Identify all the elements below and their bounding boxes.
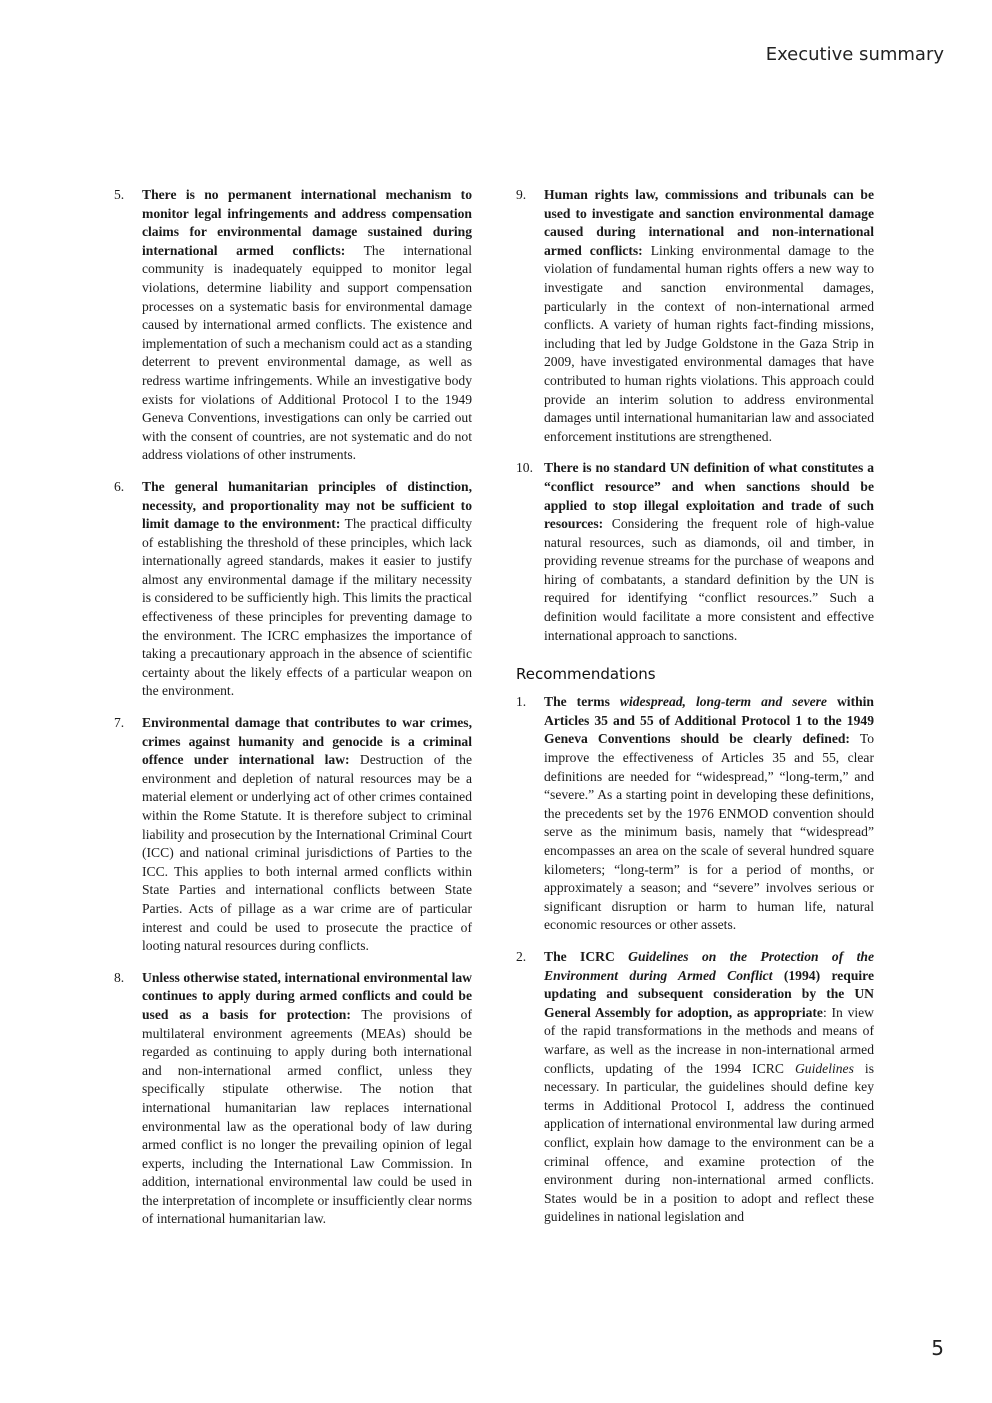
item-number: 8. <box>114 969 125 985</box>
item-lead: Environmental damage that contributes to war crimes, crimes against humanity and genocide is a criminal offence under international law: <box>142 715 472 768</box>
list-item <box>114 478 472 701</box>
item-body: To improve the effectiveness of Articles 35 and 55, clear definitions are needed for “widespread,” “long-term,” and “severe.” As a starting point in developing these definitions, the precedents set by the 1976 ENMOD convention should serve as the minimum basis, namely that “widespread” encompasses an area on the scale of several hundred square kilometers; “long-term” is for a period of months, or approximately a season; and “severe” involves serious or significant disruption or harm to human life, natural economic resources or other assets. <box>544 731 874 933</box>
body-italic-text: Guidelines <box>794 1060 854 1076</box>
item-body: The provisions of multilateral environment agreements (MEAs) should be regarded as continuing to apply during both international and non-international armed conflict, unless they specifically stipulate otherwise. The notion that international humanitarian law replaces international environmental law as the operational body of law during armed conflict is no longer the prevailing opinion of legal experts, including the International Law Commission. In addition, international environmental law could be used in the interpretation of incomplete or insufficiently clear norms of international humanitarian law. <box>142 1006 472 1227</box>
item-lead: Unless otherwise stated, international environmental law continues to apply during armed conflicts and could be used as a basis for protection: <box>142 969 472 1022</box>
lead-italic-text: widespread, long-term and severe <box>619 694 827 710</box>
body-text: is necessary. In particular, the guidelines should define key terms in Additional Protocol I, address the continued application of international environmental law during armed conflict, explain how damage to the environment can be a criminal offence, and examine protection of the environment during non-international armed conflicts. States would be in a position to adopt and reflect these guidelines in national legislation and <box>544 1060 874 1225</box>
item-number: 7. <box>114 715 125 731</box>
item-number: 10. <box>516 460 533 476</box>
item-number: 9. <box>516 187 527 202</box>
item-number: 1. <box>516 694 527 710</box>
lead-text: (1994) require updating and subsequent consideration by the UN General Assembly for adoption, as appropriate <box>544 967 874 1020</box>
item-number: 5. <box>114 187 125 202</box>
item-lead <box>544 694 874 746</box>
item-number: 6. <box>114 478 125 494</box>
page-number: 5 <box>931 1336 944 1360</box>
lead-text: The terms <box>544 694 620 710</box>
item-lead: There is no standard UN definition of what constitutes a “conflict resource” and when sanctions should be applied to stop illegal exploitation and trade of such resources: <box>544 460 874 532</box>
running-header: Executive summary <box>765 44 944 65</box>
recommendation-item <box>516 948 874 1227</box>
item-number: 2. <box>516 948 527 964</box>
item-body: Linking environmental damage to the violation of fundamental human rights offers a new way to investigate and sanction environmental damages, particularly in the context of non-international armed conflicts. A variety of human rights fact-finding missions, including that led by Judge Goldstone in the Gaza Strip in 2009, have investigated environmental damages that have contributed to human rights violations. This approach could provide an interim solution to address environmental damages until international humanitarian law and associated enforcement institutions are strengthened. <box>544 242 874 444</box>
right-column <box>516 186 874 1240</box>
recommendations-heading: Recommendations <box>516 665 656 684</box>
left-column <box>114 186 472 1242</box>
lead-text: The ICRC <box>544 948 629 964</box>
item-lead: The general humanitarian principles of distinction, necessity, and proportionality may not be sufficient to limit damage to the environment: <box>142 478 472 532</box>
item-body: Destruction of the environment and depletion of natural resources may be a material element or underlying act of other crimes contained within the Rome Statute. It is therefore subject to criminal liability and prosecution by the International Criminal Court (ICC) and national criminal jurisdictions of Parties to the ICC. This applies to both internal armed conflicts within State Parties and international conflicts between State Parties. Acts of pillage as a war crime are of particular interest and could be used to prosecute the practice of looting natural resources during conflicts. <box>142 752 472 954</box>
item-body: Considering the frequent role of high-value natural resources, such as diamonds, oil and timber, in providing revenue streams for the purchase of weapons and hiring of combatants, a standard definition by the UN is required for identifying “conflict resources.” Such a definition would facilitate a more consistent and effective international approach to sanctions. <box>544 516 874 643</box>
lead-italic-text: Guidelines on the Protection of the Environment during Armed Conflict <box>544 948 875 983</box>
item-body: The international community is inadequately equipped to monitor legal violations, determine liability and support compensation processes on a systematic basis for environmental damage caused by international armed conflicts. The existence and implementation of such a mechanism could act as a standing deterrent to prevent environmental damage, as well as redress wartime infringements. While an investigative body exists for violations of Additional Protocol I to the 1949 Geneva Conventions, investigations can only be carried out with the consent of countries, are not systematic and do not address violations of other instruments. <box>142 242 472 463</box>
body-text: : In view of the rapid transformations in the methods and means of warfare, as well as the increase in non-international armed conflicts, updating of the 1994 ICRC <box>544 1004 874 1076</box>
item-body: The practical difficulty of establishing the threshold of these principles, which lack internationally agreed standards, makes it easier to justify almost any environmental damage if the military necessity is considered to be sufficiently high. This limits the practical effectiveness of these principles for preventing damage to the environment. The ICRC emphasizes the importance of taking a precautionary approach in the absence of scientific certainty about the likely effects of a particular weapon on the environment. <box>142 516 473 699</box>
item-lead: Human rights law, commissions and tribunals can be used to investigate and sanction environmental damage caused during international and non-international armed conflicts: <box>544 187 874 258</box>
item-lead: There is no permanent international mechanism to monitor legal infringements and address compensation claims for environmental damage sustained during international armed conflicts: <box>142 187 472 258</box>
list-item <box>114 969 472 1229</box>
item-body <box>544 1005 874 1225</box>
list-item <box>114 186 472 465</box>
list-item <box>114 714 472 956</box>
list-item <box>516 459 874 645</box>
lead-text: within Articles 35 and 55 of Additional Protocol 1 to the 1949 Geneva Conventions should be clearly defined: <box>544 694 874 747</box>
list-item <box>516 186 874 446</box>
recommendation-item <box>516 693 874 935</box>
